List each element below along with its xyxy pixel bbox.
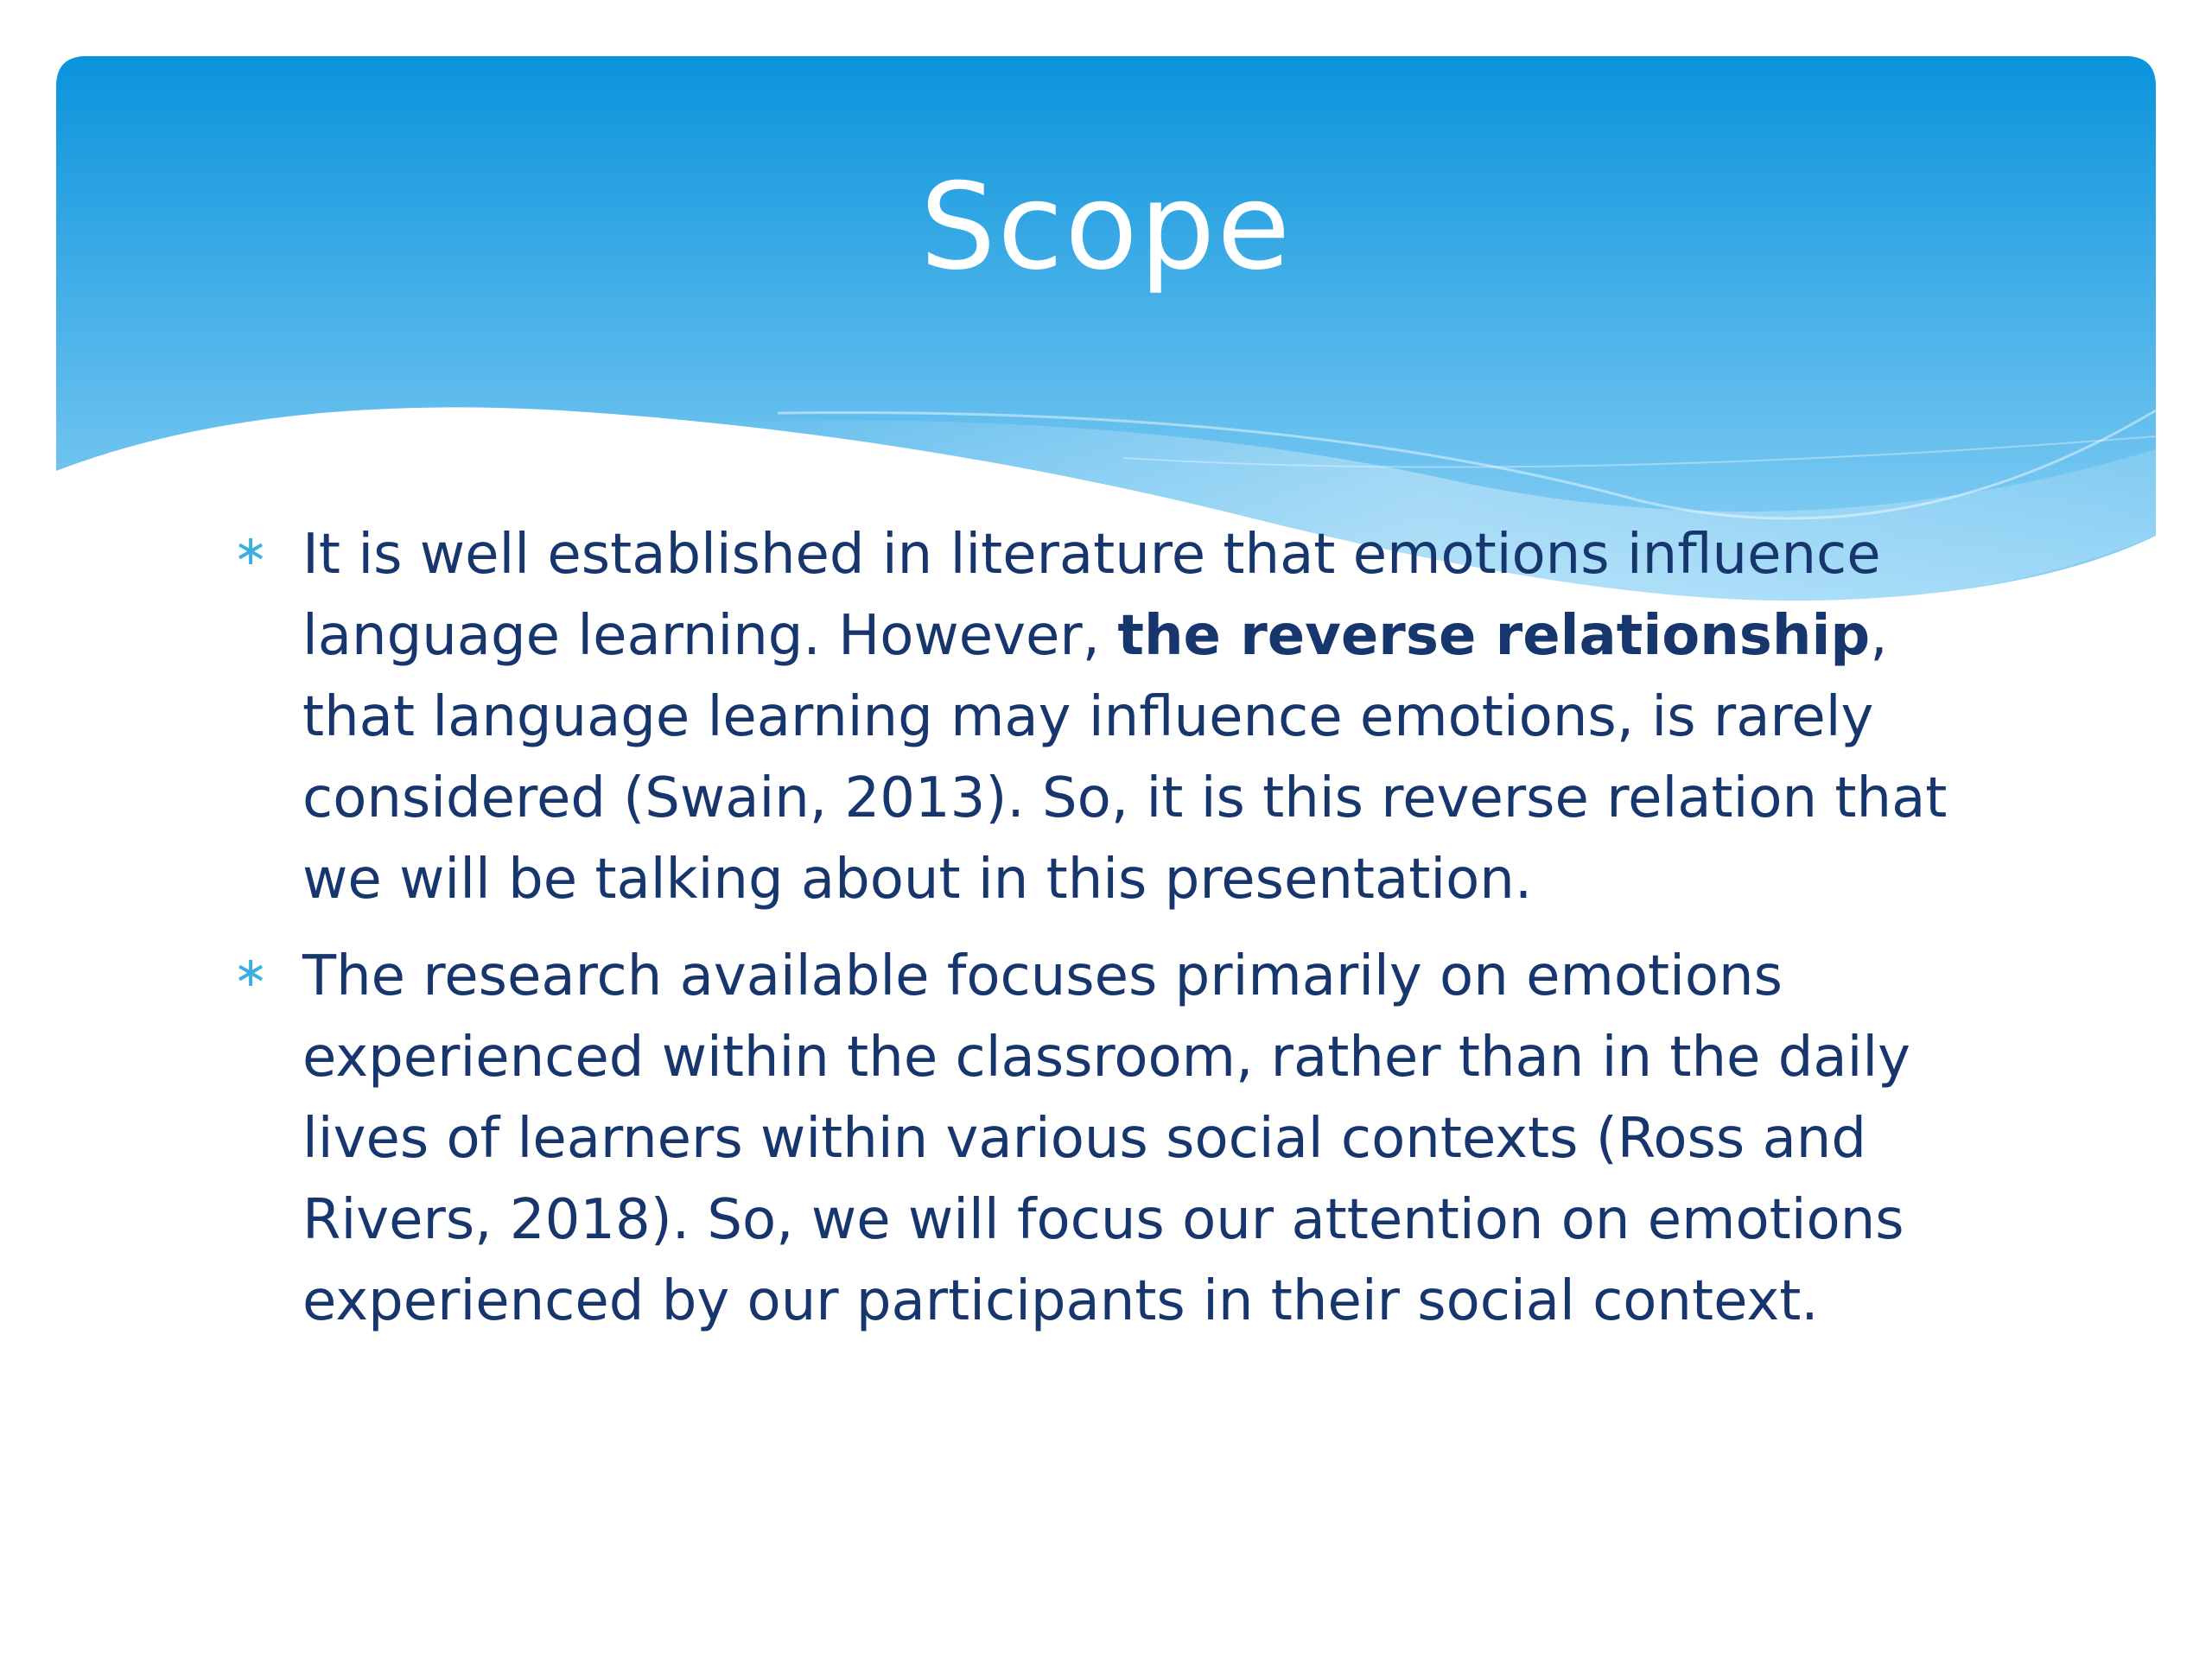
- bullet-text: [302, 523, 1947, 912]
- bullet-list: [233, 514, 2005, 1357]
- bullet-item: [233, 514, 2005, 920]
- bullet-text-part: , that language learning may influence emotions, is rarely considered (Swain, 2013). So, it is this reverse relation that we will be talking about in this presentation.: [302, 604, 1948, 912]
- bullet-text-emphasis: the reverse relationship: [1117, 604, 1871, 668]
- asterisk-bullet-icon: ∗: [233, 526, 269, 575]
- bullet-text-part: It is well established in literature that emotions influence language learning. However,: [302, 523, 1881, 668]
- bullet-text-part: The research available focuses primarily on emotions experienced within the classroom, rather than in the daily lives of learners within various social contexts (Ross and Rivers, 2018). So, we will focus our attention on emotions experienced by our participants in their social context.: [302, 944, 1910, 1333]
- bullet-item: [233, 936, 2005, 1342]
- asterisk-bullet-icon: ∗: [233, 948, 269, 996]
- bullet-text: [302, 944, 1910, 1333]
- slide-title: Scope: [919, 157, 1293, 296]
